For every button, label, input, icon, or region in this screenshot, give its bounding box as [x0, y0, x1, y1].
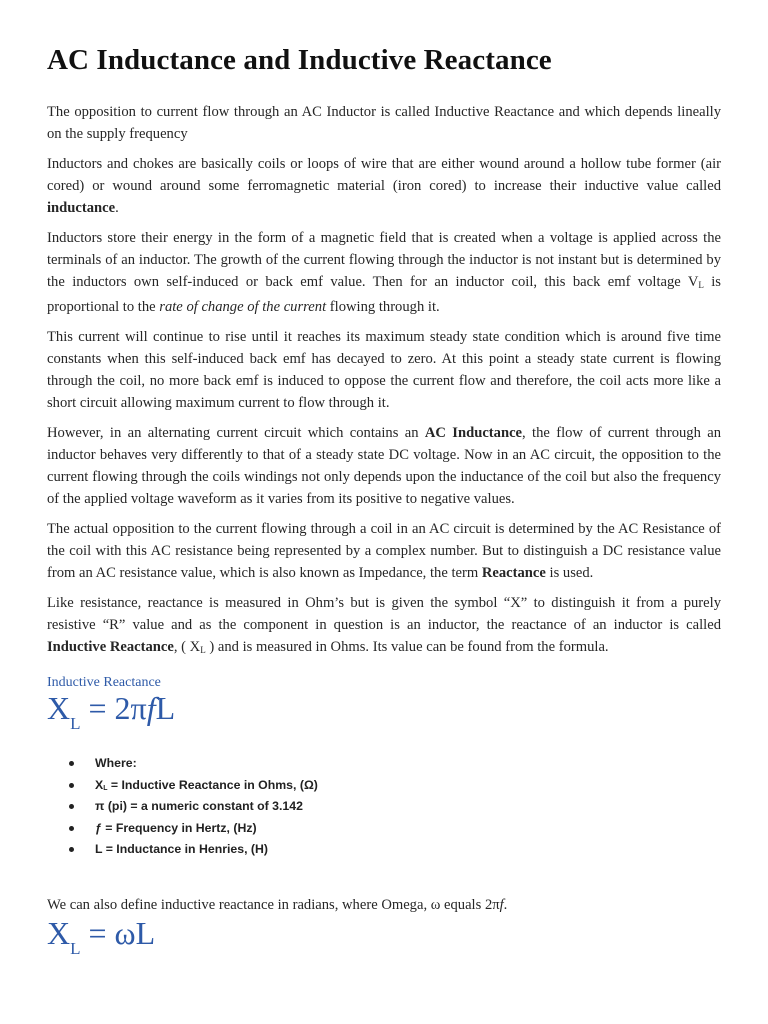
list-item-pi: π (pi) = a numeric constant of 3.142: [47, 796, 721, 818]
phrase-rate-of-change: rate of change of the current: [159, 299, 327, 315]
paragraph-omega: We can also define inductive reactance in radians, where Omega, ω equals 2πf.: [47, 896, 508, 913]
term-ac-inductance: AC Inductance: [424, 425, 523, 441]
list-item-frequency: ƒ = Frequency in Hertz, (Hz): [47, 818, 721, 840]
paragraph-impedance: The actual opposition to the current flowing through a coil in an AC circuit is determined by the AC Resistance of the coil with this AC resistance being represented by a complex number. But to distinguish a DC resistance value from an AC resistance value, which is also known as Impedance, the term Reactance is used.: [47, 521, 721, 581]
bullet-icon: [69, 804, 74, 809]
bullet-icon: [69, 783, 74, 788]
paragraph-intro: The opposition to current flow through an AC Inductor is called Inductive Reactance and which depends lineally on the supply frequency: [47, 104, 721, 142]
bullet-icon: [69, 847, 74, 852]
term-reactance: Reactance: [481, 565, 546, 581]
page-title: AC Inductance and Inductive Reactance: [47, 44, 552, 76]
list-item-where: Where:: [47, 753, 721, 775]
formula-inductive-reactance: $X_L = 2\pi fL$: [47, 690, 176, 733]
bullet-icon: [69, 761, 74, 766]
paragraph-inductors: Inductors and chokes are basically coils or loops of wire that are either wound around a hollow tube former (air cored) or wound around some ferromagnetic material (iron cored) to increase their inductive value called inductance.: [47, 156, 721, 216]
paragraph-steady-state: This current will continue to rise until it reaches its maximum steady state condition which is around five time constants when this self-induced back emf has decayed to zero. At this point a steady state current is flowing through the coil, no more back emf is induced to oppose the current flow and therefore, the coil acts more like a short circuit allowing maximum current to flow through it.: [47, 329, 721, 411]
paragraph-ac-circuit: However, in an alternating current circuit which contains an AC Inductance, the flow of current through an inductor behaves very differently to that of a steady state DC voltage. Now in an AC circuit, the opposition to the current flowing through the coils windings not only depends upon the inductance of the coil but also the frequency of the applied voltage waveform as it varies from its positive to negative values.: [47, 425, 722, 507]
paragraph-symbol-x: Like resistance, reactance is measured in Ohm’s but is given the symbol “X” to distinguish it from a purely resistive “R” value and as the component in question is an inductor, the reactance of an inductor is called Inductive Reactance, ( $X_L$ ) and is measured in Ohms. Its value can be found from the formula.: [47, 595, 721, 655]
definitions-list: [47, 753, 721, 861]
bullet-icon: [69, 826, 74, 831]
formula-omega: $X_L = \omega L$: [47, 914, 156, 958]
list-item-xl: $X_L$ = Inductive Reactance in Ohms, (Ω): [47, 775, 721, 797]
list-item-inductance: L = Inductance in Henries, (H): [47, 839, 721, 861]
paragraph-energy: Inductors store their energy in the form of a magnetic field that is created when a voltage is applied across the terminals of an inductor. The growth of the current flowing through the inductor is not instant but is determined by the inductors own self-induced or back emf value. Then for an inductor coil, this back emf voltage $V_L$ is proportional to the rate of change of the current flowing through it.: [47, 230, 721, 315]
term-inductive-reactance: Inductive Reactance: [47, 639, 174, 655]
section-heading-inductive-reactance: Inductive Reactance: [47, 675, 161, 690]
term-inductance: inductance: [47, 200, 116, 216]
